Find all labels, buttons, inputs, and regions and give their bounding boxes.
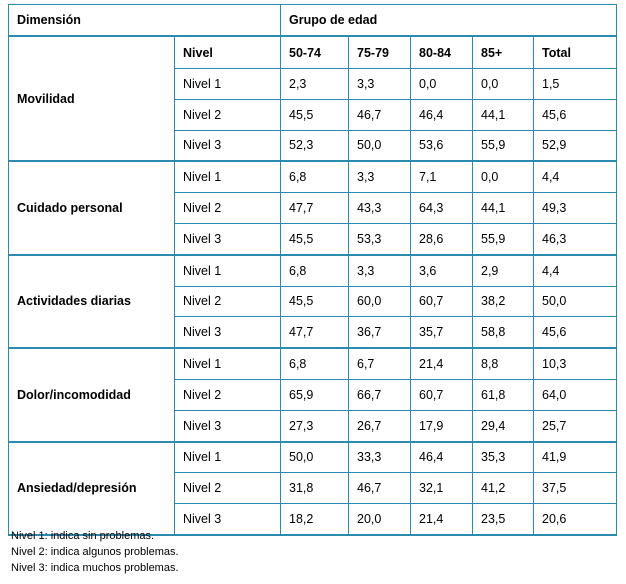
dimension-name: Dolor/incomodidad [9, 348, 175, 441]
table-cell: 44,1 [473, 99, 534, 130]
table-cell: 27,3 [281, 410, 349, 441]
age-group-85-plus: 85+ [473, 36, 534, 69]
table-cell: 46,7 [349, 99, 411, 130]
table-cell: 20,0 [349, 504, 411, 535]
table-cell: 50,0 [281, 442, 349, 473]
table-cell: 17,9 [411, 410, 473, 441]
table-cell: 64,3 [411, 193, 473, 224]
table-cell: 46,7 [349, 473, 411, 504]
table-cell: 61,8 [473, 379, 534, 410]
table-cell: 3,3 [349, 161, 411, 192]
table-cell: 1,5 [534, 69, 617, 100]
table-cell: 52,9 [534, 130, 617, 161]
table-cell: 21,4 [411, 348, 473, 379]
age-group-80-84: 80-84 [411, 36, 473, 69]
table-cell: 36,7 [349, 317, 411, 348]
age-group-50-74: 50-74 [281, 36, 349, 69]
table-cell: 6,8 [281, 255, 349, 286]
age-group-header: Grupo de edad [281, 5, 617, 37]
level-label: Nivel 1 [175, 348, 281, 379]
level-label: Nivel 3 [175, 504, 281, 535]
table-row [9, 348, 617, 379]
table-cell: 64,0 [534, 379, 617, 410]
table-row [9, 255, 617, 286]
level-label: Nivel 1 [175, 442, 281, 473]
table-cell: 66,7 [349, 379, 411, 410]
footnote: Nivel 3: indica muchos problemas. [11, 562, 179, 574]
dimension-name: Ansiedad/depresión [9, 442, 175, 535]
table-cell: 46,4 [411, 442, 473, 473]
table-cell: 4,4 [534, 255, 617, 286]
table-cell: 23,5 [473, 504, 534, 535]
table-cell: 20,6 [534, 504, 617, 535]
header-row-1 [9, 5, 617, 37]
table-cell: 32,1 [411, 473, 473, 504]
table-cell: 2,3 [281, 69, 349, 100]
table-cell: 46,3 [534, 223, 617, 254]
table-cell: 46,4 [411, 99, 473, 130]
table-cell: 47,7 [281, 193, 349, 224]
table-cell: 60,7 [411, 286, 473, 317]
table-cell: 28,6 [411, 223, 473, 254]
table-cell: 45,6 [534, 317, 617, 348]
table-cell: 3,3 [349, 69, 411, 100]
footnotes [11, 528, 179, 576]
level-label: Nivel 2 [175, 473, 281, 504]
table-cell: 53,6 [411, 130, 473, 161]
table-cell: 7,1 [411, 161, 473, 192]
table-cell: 49,3 [534, 193, 617, 224]
table-cell: 3,6 [411, 255, 473, 286]
level-label: Nivel 3 [175, 223, 281, 254]
table-cell: 31,8 [281, 473, 349, 504]
table-cell: 43,3 [349, 193, 411, 224]
level-label: Nivel 1 [175, 69, 281, 100]
table-cell: 52,3 [281, 130, 349, 161]
table-cell: 38,2 [473, 286, 534, 317]
table-cell: 0,0 [473, 69, 534, 100]
level-label: Nivel 2 [175, 99, 281, 130]
level-header: Nivel [175, 36, 281, 69]
table-cell: 41,9 [534, 442, 617, 473]
age-group-75-79: 75-79 [349, 36, 411, 69]
age-group-total: Total [534, 36, 617, 69]
table-cell: 50,0 [534, 286, 617, 317]
table-cell: 45,5 [281, 99, 349, 130]
table-body [9, 5, 617, 535]
table-cell: 55,9 [473, 130, 534, 161]
data-table [8, 4, 617, 536]
table-cell: 6,8 [281, 348, 349, 379]
level-label: Nivel 3 [175, 317, 281, 348]
level-label: Nivel 2 [175, 286, 281, 317]
level-label: Nivel 3 [175, 130, 281, 161]
table-cell: 26,7 [349, 410, 411, 441]
table-cell: 2,9 [473, 255, 534, 286]
dimension-header: Dimensión [9, 5, 281, 37]
table-cell: 0,0 [411, 69, 473, 100]
table-cell: 44,1 [473, 193, 534, 224]
level-label: Nivel 2 [175, 193, 281, 224]
table-row [9, 161, 617, 192]
table-cell: 29,4 [473, 410, 534, 441]
table-cell: 33,3 [349, 442, 411, 473]
table-cell: 55,9 [473, 223, 534, 254]
table-cell: 10,3 [534, 348, 617, 379]
table-cell: 18,2 [281, 504, 349, 535]
table-cell: 21,4 [411, 504, 473, 535]
table-cell: 53,3 [349, 223, 411, 254]
footnote: Nivel 2: indica algunos problemas. [11, 546, 179, 558]
table-row [9, 442, 617, 473]
dimension-name: Actividades diarias [9, 255, 175, 348]
table-cell: 35,7 [411, 317, 473, 348]
level-label: Nivel 1 [175, 161, 281, 192]
table-cell: 3,3 [349, 255, 411, 286]
dimension-name: Movilidad [9, 36, 175, 161]
table-cell: 8,8 [473, 348, 534, 379]
level-label: Nivel 3 [175, 410, 281, 441]
table-cell: 37,5 [534, 473, 617, 504]
table-cell: 6,8 [281, 161, 349, 192]
table-cell: 41,2 [473, 473, 534, 504]
dimension-name: Cuidado personal [9, 161, 175, 254]
table-cell: 0,0 [473, 161, 534, 192]
table-cell: 65,9 [281, 379, 349, 410]
level-label: Nivel 1 [175, 255, 281, 286]
table-cell: 4,4 [534, 161, 617, 192]
table-cell: 58,8 [473, 317, 534, 348]
table-cell: 45,5 [281, 223, 349, 254]
table-cell: 6,7 [349, 348, 411, 379]
table-cell: 47,7 [281, 317, 349, 348]
header-row-2 [9, 36, 617, 69]
table-cell: 35,3 [473, 442, 534, 473]
level-label: Nivel 2 [175, 379, 281, 410]
table-cell: 60,0 [349, 286, 411, 317]
table-cell: 45,6 [534, 99, 617, 130]
footnote: Nivel 1: indica sin problemas. [11, 530, 155, 542]
table-cell: 60,7 [411, 379, 473, 410]
table-cell: 45,5 [281, 286, 349, 317]
table-cell: 25,7 [534, 410, 617, 441]
table-cell: 50,0 [349, 130, 411, 161]
